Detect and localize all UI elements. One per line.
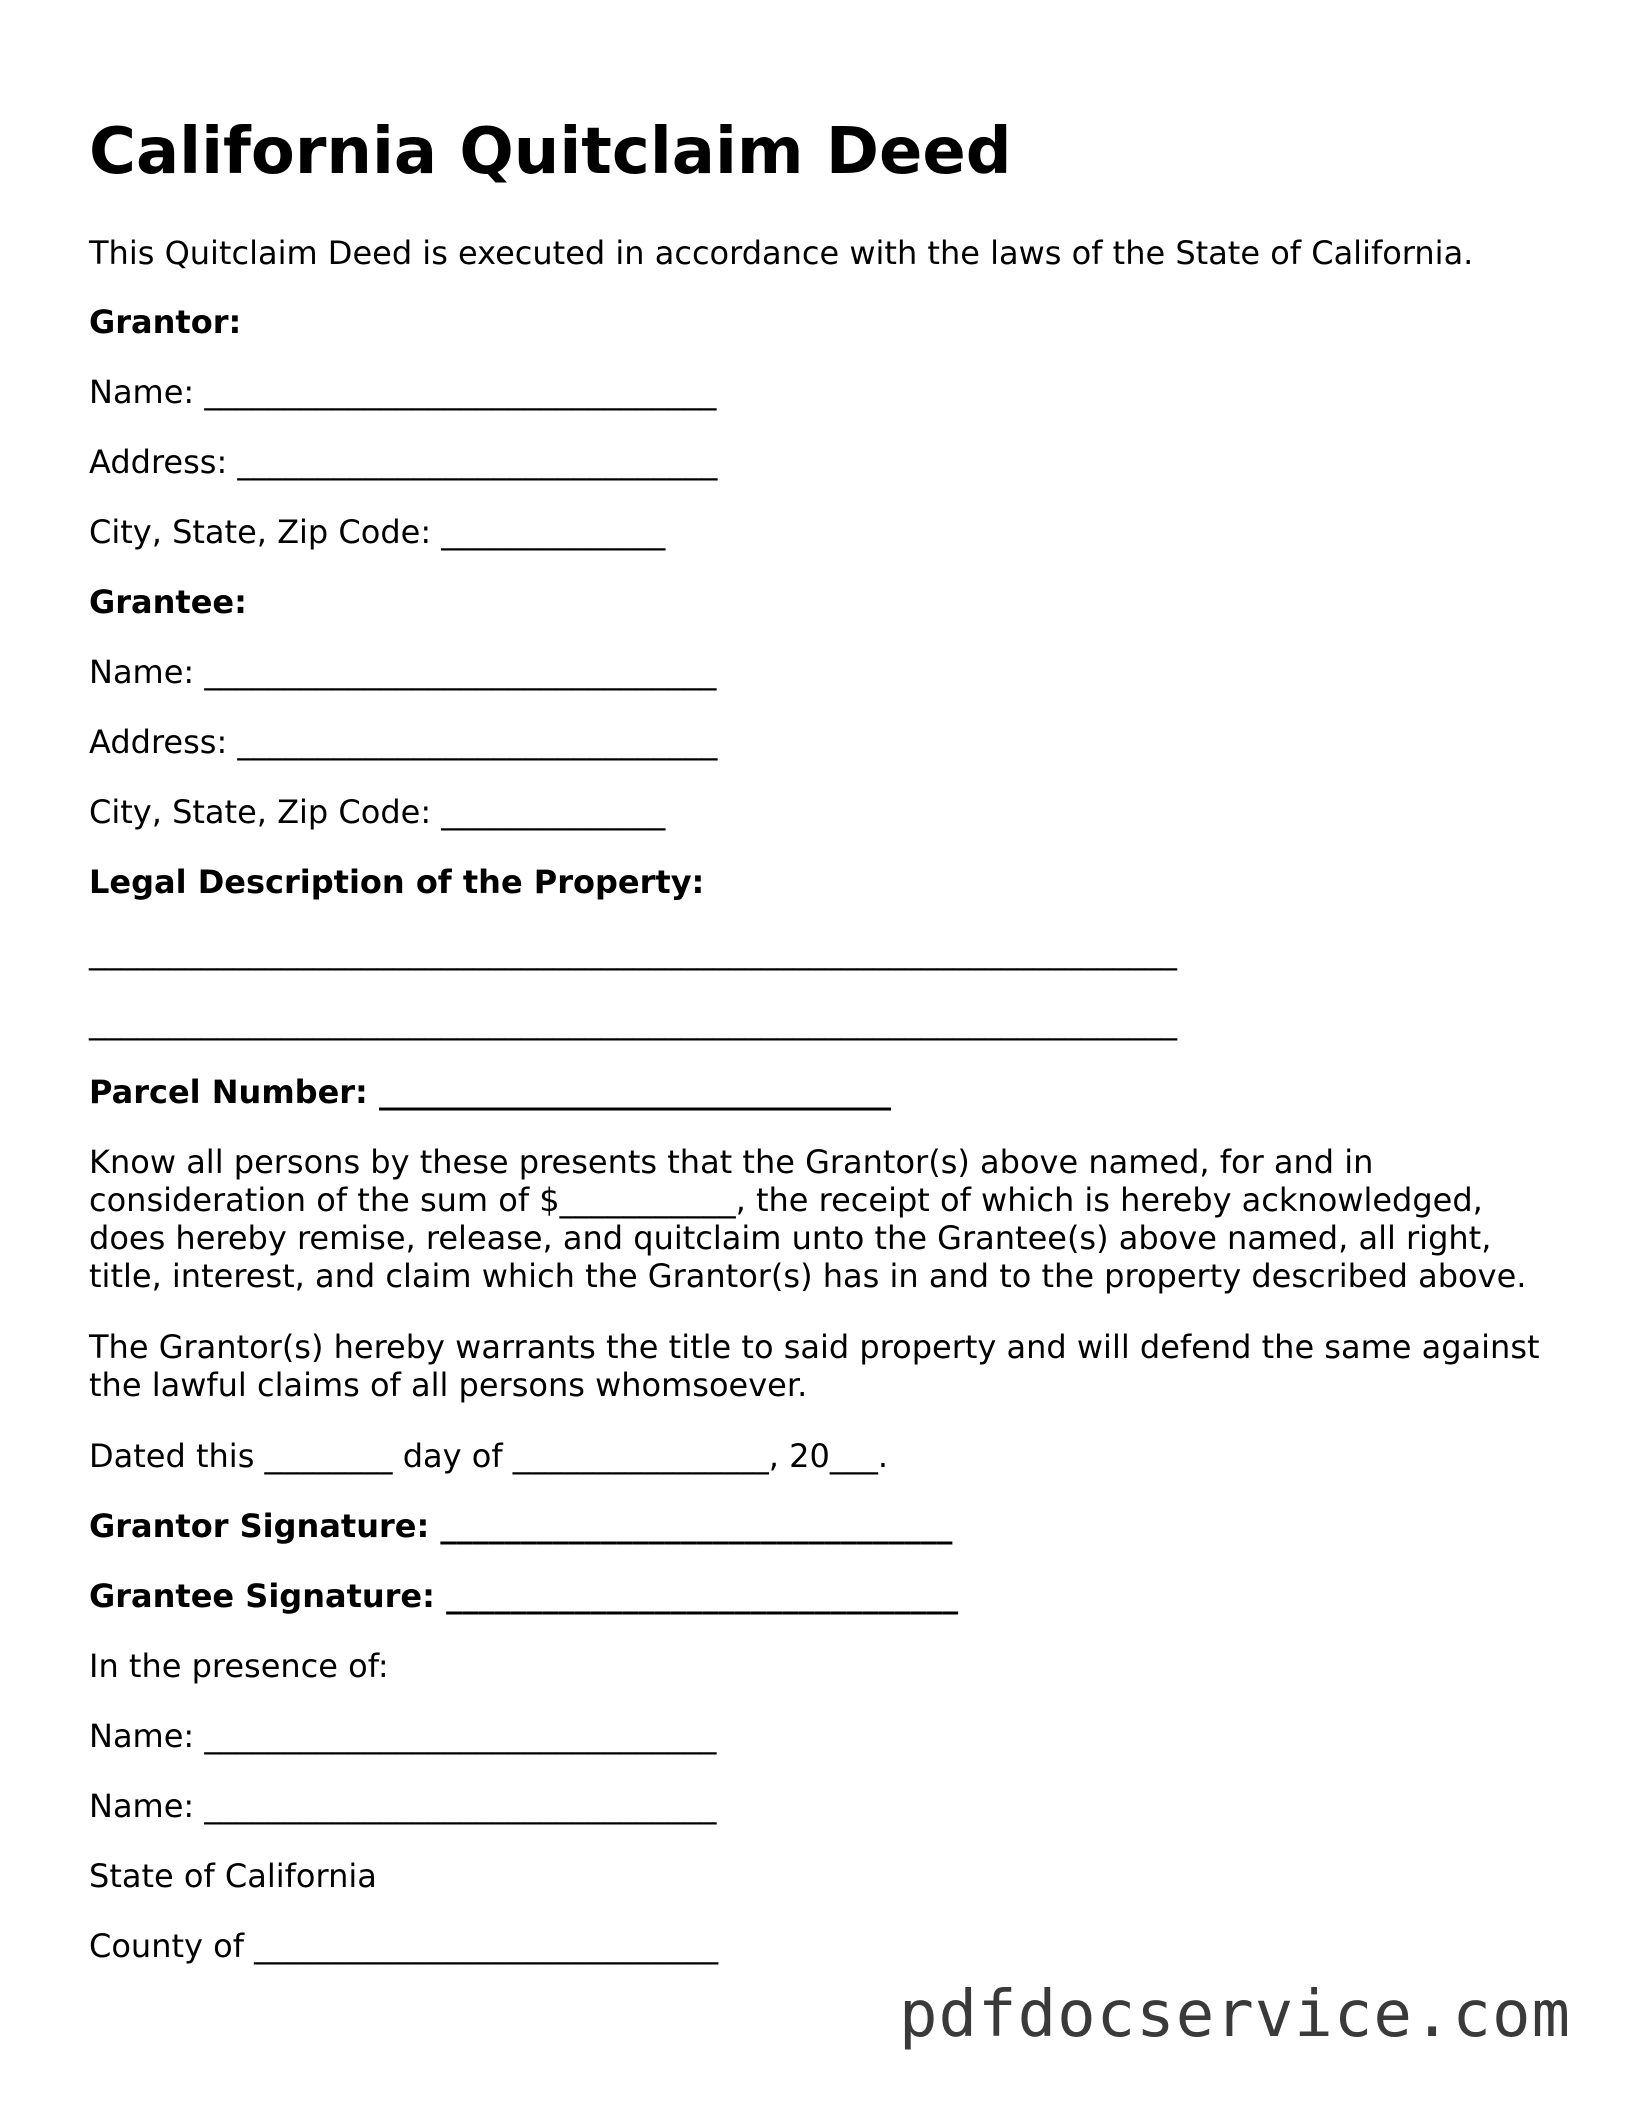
legal-description-heading: Legal Description of the Property: xyxy=(89,863,705,901)
presence-label: In the presence of: xyxy=(89,1647,389,1685)
dated-line: Dated this ________ day of ________________, 20___. xyxy=(89,1437,888,1475)
page-title: California Quitclaim Deed xyxy=(89,115,1012,189)
conveyance-paragraph: Know all persons by these presents that the Grantor(s) above named, for and in consideration of the sum of $___________, the receipt of which is hereby acknowledged, does hereby remise, release, and quitclaim unto the Grantee(s) above named, all right, title, interest, and claim which the Grantor(s) has in and to the property described above. xyxy=(89,1143,1527,1295)
grantor-heading: Grantor: xyxy=(89,303,242,341)
grantee-signature-field: Grantee Signature: ________________________________ xyxy=(89,1577,959,1615)
grantee-city-state-zip-field: City, State, Zip Code: ______________ xyxy=(89,793,666,831)
watermark: pdfdocservice.com xyxy=(898,1978,1571,2052)
county-field: County of _____________________________ xyxy=(89,1927,719,1965)
warranty-paragraph: The Grantor(s) hereby warrants the title to said property and will defend the same against the lawful claims of all persons whomsoever. xyxy=(89,1328,1540,1404)
grantor-address-field: Address: ______________________________ xyxy=(89,443,718,481)
parcel-number-field: Parcel Number: ________________________________ xyxy=(89,1073,891,1111)
grantee-heading: Grantee: xyxy=(89,583,247,621)
grantee-address-field: Address: ______________________________ xyxy=(89,723,718,761)
intro-text: This Quitclaim Deed is executed in accordance with the laws of the State of California. xyxy=(89,234,1474,272)
witness-name-field-2: Name: ________________________________ xyxy=(89,1787,717,1825)
grantor-name-field: Name: ________________________________ xyxy=(89,373,717,411)
state-label: State of California xyxy=(89,1857,377,1895)
legal-description-line-1: ____________________________________________________________________ xyxy=(89,933,1177,971)
witness-name-field-1: Name: ________________________________ xyxy=(89,1717,717,1755)
grantor-city-state-zip-field: City, State, Zip Code: ______________ xyxy=(89,513,666,551)
legal-description-line-2: ____________________________________________________________________ xyxy=(89,1003,1177,1041)
grantor-signature-field: Grantor Signature: ________________________________ xyxy=(89,1507,953,1545)
grantee-name-field: Name: ________________________________ xyxy=(89,653,717,691)
